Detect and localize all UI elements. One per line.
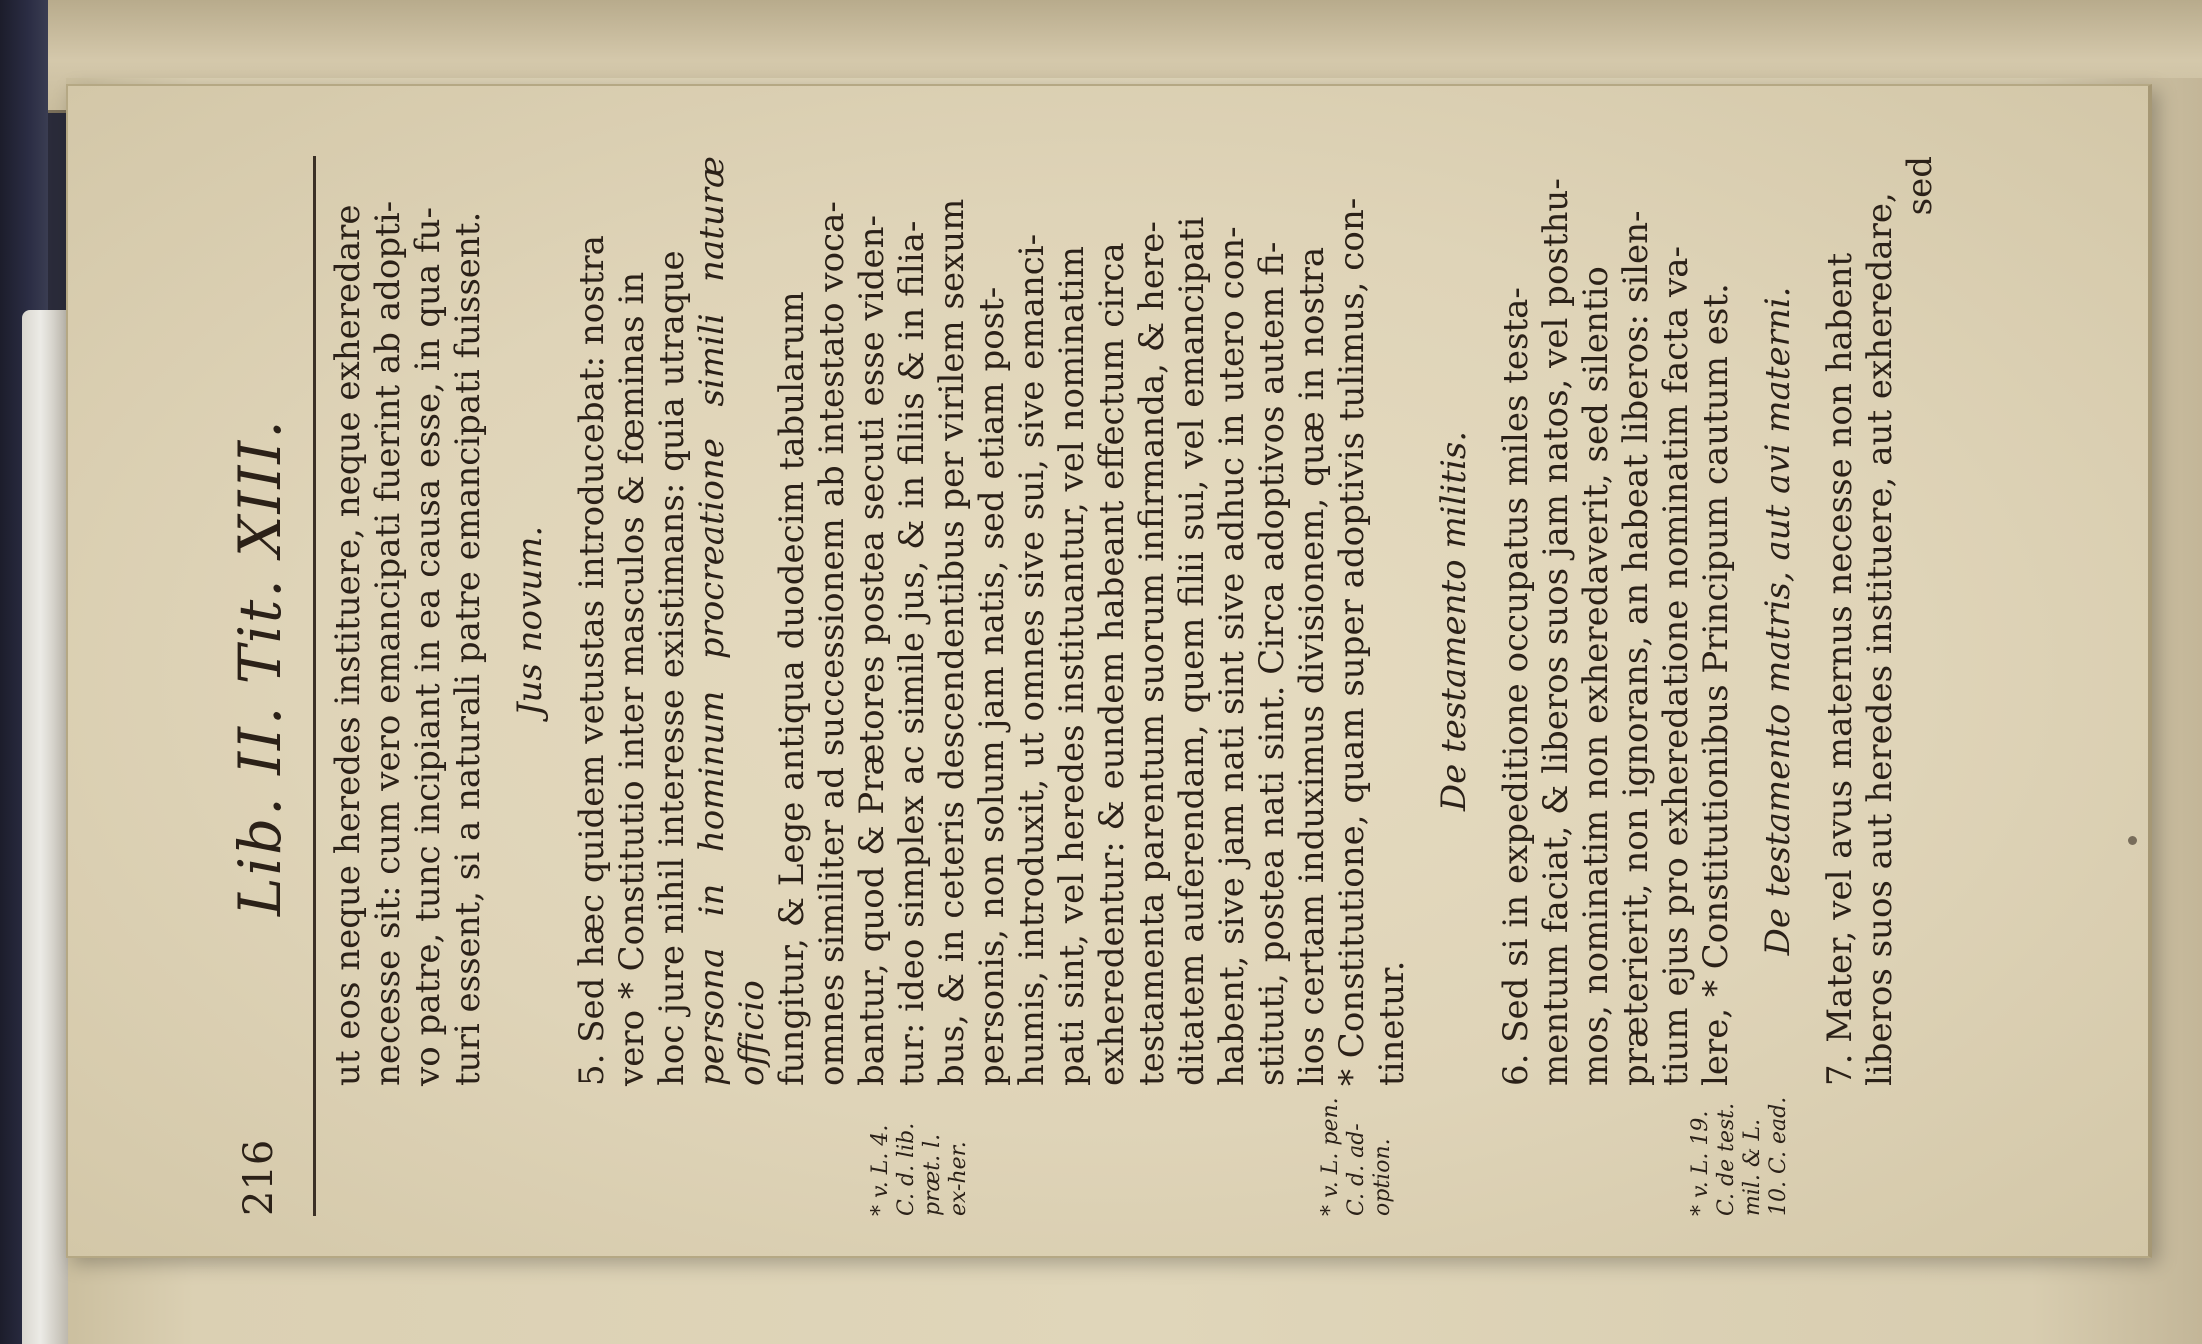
ink-spot <box>2128 836 2137 845</box>
text-line: pati sint, vel heredes instituantur, vel nominatim <box>1052 245 1092 1086</box>
section-heading-testamento-militis: De testamento militis. <box>1434 430 1474 812</box>
text-line: 5. Sed hæc quidem vetustas introducebat: nostra <box>572 235 612 1086</box>
text-line: testamenta parentum suorum infirmanda, & here- <box>1132 221 1172 1086</box>
text-line: liberos suos aut heredes instituere, aut exheredare, <box>1860 192 1900 1086</box>
margin-note-1: * v. L. 4. C. d. lib. præt. l. ex-her. <box>868 1122 971 1216</box>
page-block-edge <box>22 310 68 1344</box>
text-line: tinetur. <box>1372 960 1412 1086</box>
text-line: personis, non solum jam natis, sed etiam post- <box>972 286 1012 1086</box>
text-line: bantur, quod & Prætores postea secuti esse viden- <box>852 215 892 1086</box>
text-line: mos, nominatim non exheredaverit, sed silentio <box>1576 266 1616 1086</box>
text-line: vo patre, tunc incipiant in ea causa esse, in qua fu- <box>408 206 448 1086</box>
text-line: stituti, postea nati sint. Circa adoptivos autem fi- <box>1252 241 1292 1086</box>
page-header <box>218 116 298 1216</box>
running-title: Lib. II. Tit. XIII. <box>226 418 294 916</box>
header-rule <box>313 156 316 1216</box>
main-text <box>328 156 1940 1086</box>
text-line: bus, & in ceteris descendentibus per virilem sexum <box>932 198 972 1086</box>
text-line: omnes similiter ad successionem ab intestato voca- <box>812 201 852 1086</box>
text-line: lios certam induximus divisionem, quæ in nostra <box>1292 246 1332 1086</box>
text-line: tium ejus pro exheredatione nominatim facta va- <box>1656 246 1696 1086</box>
text-line: turi essent, si a naturali patre emancipati fuissent. <box>448 211 488 1086</box>
text-line: hoc jure nihil interesse existimans: quia utraque <box>652 250 692 1086</box>
text-line: vero * Constitutio inter masculos & fœminas in <box>612 271 652 1086</box>
text-line: humis, introduxit, ut omnes sive sui, sive emanci- <box>1012 233 1052 1086</box>
text-line: persona in hominum procreatione simili naturæ officio <box>692 156 772 1086</box>
text-line: 6. Sed si in expeditione occupatus miles testa- <box>1496 287 1536 1086</box>
text-line: lere, * Constitutionibus Principum cautum est. <box>1696 283 1736 1086</box>
text-line: mentum faciat, & liberos suos jam natos, vel posthu- <box>1536 178 1576 1086</box>
text-line: præterierit, non ignorans, an habeat liberos: silen- <box>1616 210 1656 1086</box>
page-number: 216 <box>236 1139 282 1216</box>
margin-note-3: * v. L. 19. C. de test. mil. & L. 10. C. ead. <box>1688 1096 1791 1216</box>
rotated-page-content <box>218 116 2008 1216</box>
text-line: habent, sive jam nati sint sive adhuc in utero con- <box>1212 226 1252 1086</box>
text-line: necesse sit: cum vero emancipati fuerint ab adopti- <box>368 200 408 1086</box>
text-line: ditatem auferendam, quem filii sui, vel emancipati <box>1172 216 1212 1086</box>
margin-note-2: * v. L. pen. C. d. ad-option. <box>1318 1097 1395 1216</box>
text-line: ut eos neque heredes instituere, neque exheredare <box>328 204 368 1086</box>
book-page <box>66 84 2152 1258</box>
text-line: fungitur, & Lege antiqua duodecim tabularum <box>772 291 812 1086</box>
catchword: sed <box>1900 156 1940 216</box>
section-heading-testamento-matris: De testamento matris, aut avi materni. <box>1758 286 1798 956</box>
text-line: * Constitutione, quam super adoptivis tulimus, con- <box>1332 197 1372 1086</box>
text-line: tur: ideo simplex ac simile jus, & in filiis & in filia- <box>892 220 932 1086</box>
text-line: exheredentur: & eundem habeant effectum circa <box>1092 242 1132 1086</box>
text-line: 7. Mater, vel avus maternus necesse non habent <box>1820 252 1860 1086</box>
section-heading-jus-novum: Jus novum. <box>510 525 550 717</box>
